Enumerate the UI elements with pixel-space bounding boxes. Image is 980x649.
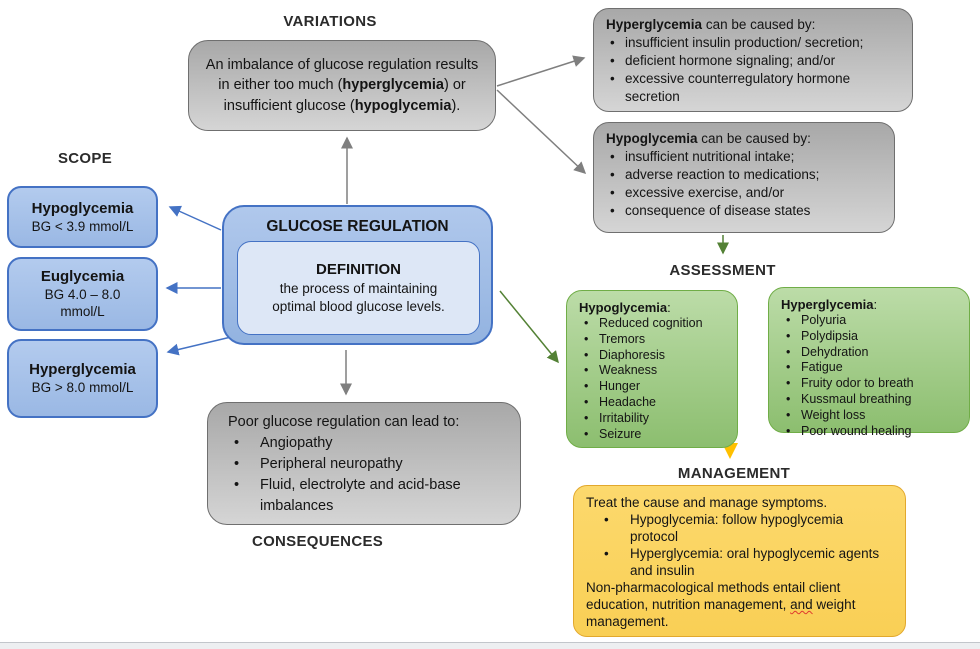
list-item: • excessive exercise, and/or (606, 184, 882, 202)
definition-text: the process of maintaining optimal blood glucose levels. (272, 280, 445, 314)
list-item: • Fruity odor to breath (781, 376, 963, 392)
assessment-hyperglycemia-box (768, 287, 970, 438)
consequences-box (207, 402, 521, 525)
management-intro: Treat the cause and manage symptoms. (586, 495, 828, 510)
list-item: • Irritability (579, 411, 731, 427)
hyperglycemia-causes-list (606, 34, 900, 106)
arrow-variations-to-hyper-causes (497, 58, 584, 86)
list-item: • Dehydration (781, 345, 963, 361)
list-item: • Angiopathy (228, 433, 506, 454)
variations-text: An imbalance of glucose regulation results in either too much (hyperglycemia) or insufficient glucose (hypoglycemia). (205, 56, 479, 114)
list-item: • deficient hormone signaling; and/or (606, 52, 900, 70)
list-item: • adverse reaction to medications; (606, 166, 882, 184)
management-box (573, 485, 906, 637)
list-item: • Weight loss (781, 408, 963, 424)
list-item: • excessive counterregulatory hormone secretion (606, 70, 900, 106)
hypoglycemia-causes-list (606, 148, 882, 220)
scope-box-title: Hyperglycemia (29, 361, 136, 378)
hypoglycemia-causes-box (593, 122, 895, 233)
variations-box (188, 40, 496, 131)
list-item: • Seizure (579, 427, 731, 443)
scope-heading: SCOPE (57, 150, 112, 167)
arrow-center-to-assessment (500, 291, 558, 362)
assessment-hyperglycemia-title: Hyperglycemia: (781, 297, 878, 312)
consequences-list (228, 433, 506, 517)
consequences-intro: Poor glucose regulation can lead to: (228, 414, 460, 430)
list-item: • insufficient insulin production/ secretion; (606, 34, 900, 52)
list-item: • Hunger (579, 379, 731, 395)
glucose-regulation-box (222, 205, 493, 345)
arrow-variations-to-hypo-causes (497, 90, 585, 173)
hyperglycemia-causes-title: Hyperglycemia can be caused by: (606, 17, 816, 32)
management-list (586, 511, 893, 579)
spellcheck-flagged-word: and (790, 597, 813, 612)
hypoglycemia-causes-title: Hypoglycemia can be caused by: (606, 131, 811, 146)
assessment-hypoglycemia-box (566, 290, 738, 448)
list-item: • Fatigue (781, 360, 963, 376)
scope-box-range: BG 4.0 – 8.0 mmol/L (44, 287, 121, 319)
hyperglycemia-causes-box (593, 8, 913, 112)
arrow-center-to-scope-hypo (170, 207, 221, 230)
scope-box-hyperglycemia (7, 339, 158, 418)
list-item: • Kussmaul breathing (781, 392, 963, 408)
list-item: • Diaphoresis (579, 348, 731, 364)
list-item: • Polydipsia (781, 329, 963, 345)
list-item: • Peripheral neuropathy (228, 454, 506, 475)
glucose-regulation-title: GLUCOSE REGULATION (266, 218, 449, 235)
list-item: • consequence of disease states (606, 202, 882, 220)
definition-box (237, 241, 480, 335)
scope-box-range: BG > 8.0 mmol/L (31, 380, 134, 395)
assessment-hypoglycemia-list (579, 316, 731, 442)
list-item: • Tremors (579, 332, 731, 348)
bottom-edge-bar (0, 642, 980, 649)
definition-heading: DEFINITION (316, 260, 401, 278)
list-item: • Polyuria (781, 313, 963, 329)
scope-box-title: Euglycemia (40, 268, 125, 285)
variations-heading: VARIATIONS (283, 13, 377, 30)
assessment-hyperglycemia-list (781, 313, 963, 439)
list-item: • Fluid, electrolyte and acid-base imbalances (228, 475, 506, 517)
scope-box-title: Hypoglycemia (31, 199, 134, 217)
scope-box-hypoglycemia (7, 186, 158, 248)
list-item: • Reduced cognition (579, 316, 731, 332)
list-item: • Headache (579, 395, 731, 411)
list-item: • Weakness (579, 363, 731, 379)
consequences-heading: CONSEQUENCES (251, 533, 384, 550)
scope-box-range: BG < 3.9 mmol/L (31, 218, 134, 234)
list-item: • Hypoglycemia: follow hypoglycemia protocol (586, 511, 893, 545)
list-item: • insufficient nutritional intake; (606, 148, 882, 166)
management-outro: Non-pharmacological methods entail client education, nutrition management, and weight management. (586, 580, 856, 629)
assessment-heading: ASSESSMENT (669, 262, 776, 279)
arrow-center-to-scope-hyper (168, 337, 231, 352)
assessment-hypoglycemia-title: Hypoglycemia: (579, 300, 671, 315)
management-heading: MANAGEMENT (677, 465, 791, 482)
list-item: • Hyperglycemia: oral hypoglycemic agents and insulin (586, 545, 893, 579)
list-item: • Poor wound healing (781, 424, 963, 440)
scope-box-euglycemia (7, 257, 158, 331)
